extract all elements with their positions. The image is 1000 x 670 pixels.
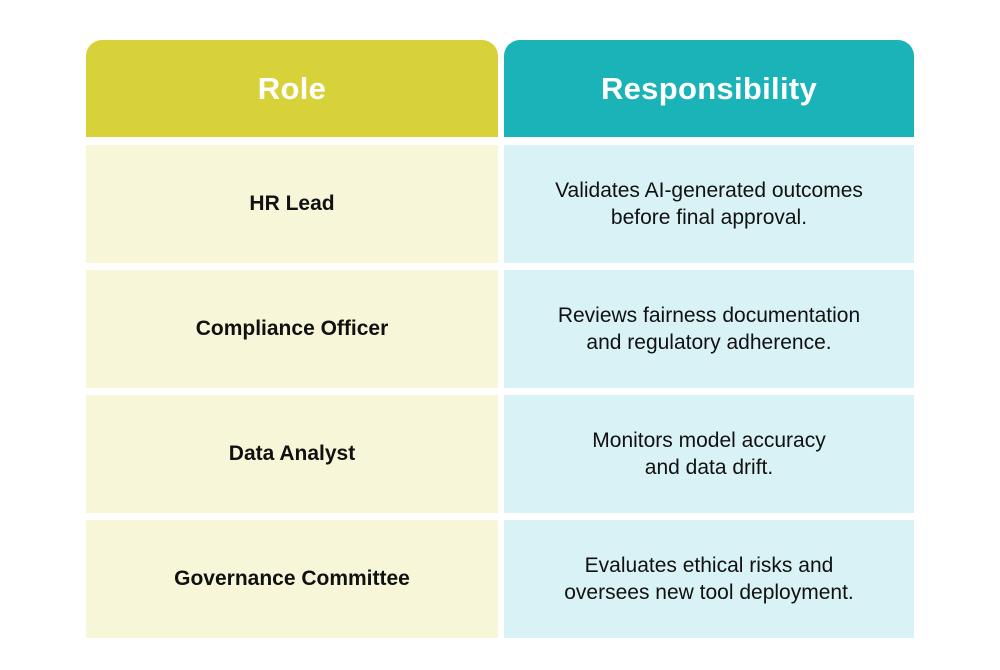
cell-role: Data Analyst	[86, 395, 498, 513]
table-header-row	[86, 40, 914, 137]
column-header-role: Role	[86, 40, 498, 137]
roles-responsibilities-table	[86, 40, 914, 628]
cell-responsibility	[504, 395, 914, 513]
cell-role: Governance Committee	[86, 520, 498, 638]
cell-role: Compliance Officer	[86, 270, 498, 388]
responsibility-line: before final approval.	[610, 206, 808, 229]
responsibility-line: Monitors model accuracy	[592, 428, 826, 452]
responsibility-line: Evaluates ethical risks and	[584, 553, 834, 577]
table-row	[86, 520, 914, 638]
table-row	[86, 395, 914, 513]
cell-responsibility	[504, 270, 914, 388]
responsibility-line: oversees new tool deployment.	[564, 581, 854, 604]
cell-responsibility	[504, 520, 914, 638]
table-row	[86, 270, 914, 388]
column-header-responsibility: Responsibility	[504, 40, 914, 137]
responsibility-line: Validates AI-generated outcomes	[555, 178, 863, 202]
table-row	[86, 145, 914, 263]
cell-role: HR Lead	[86, 145, 498, 263]
responsibility-line: and regulatory adherence.	[586, 331, 832, 354]
responsibility-line: Reviews fairness documentation	[557, 303, 861, 327]
responsibility-line: and data drift.	[644, 456, 774, 479]
cell-responsibility	[504, 145, 914, 263]
